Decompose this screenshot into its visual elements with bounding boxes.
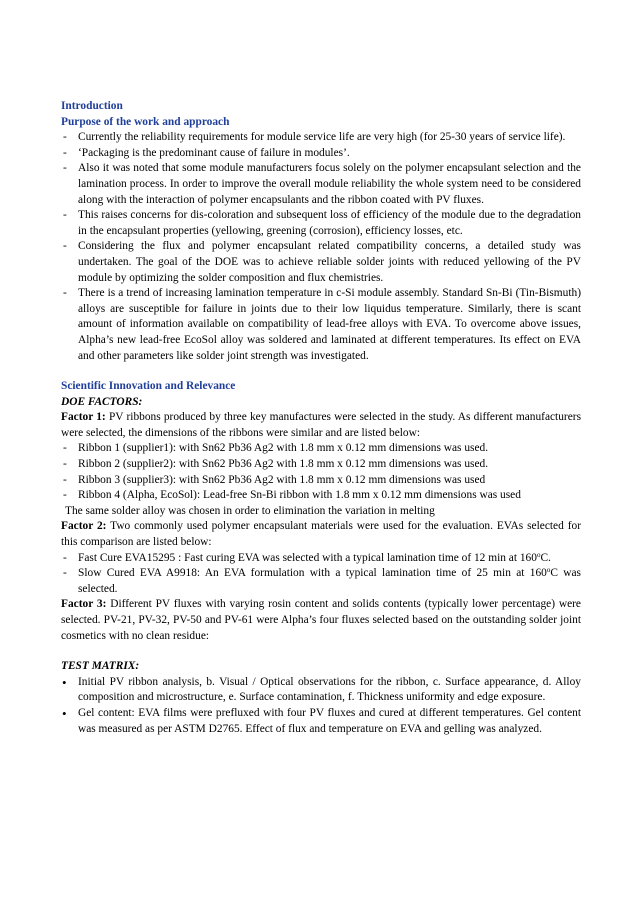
purpose-list: [61, 130, 581, 364]
list-item: • Initial PV ribbon analysis, b. Visual / Optical observations for the ribbon, c. Surface appearance, d. Alloy composition and microstructure, e. Surface contamination, f. Thickness uniformity and edge exposure.: [61, 675, 581, 706]
factor2-paragraph: [61, 519, 581, 550]
factor3-label: Factor 3:: [61, 598, 107, 611]
test-matrix-list: [61, 675, 581, 737]
list-item: • Gel content: EVA films were prefluxed with four PV fluxes and cured at different temperatures. Gel content was measured as per ASTM D2765. Effect of flux and temperature on EVA and gelling was analyzed.: [61, 706, 581, 737]
test-matrix-label: TEST MATRIX:: [61, 660, 140, 673]
eva-slow-text: Slow Cured EVA A9918: An EVA formulation with a typical lamination time of 25 min at 160: [78, 567, 547, 580]
list-item: - There is a trend of increasing lamination temperature in c-Si module assembly. Standard Sn-Bi (Tin-Bismuth) alloys are susceptible for failure in joints due to their low liquidus temperature. Similarly, there is scant amount of information available on compatibility of lead-free alloys with EVA. To overcome above issues, Alpha’s new lead-free EcoSol alloy was soldered and laminated at different temperatures. Its effect on EVA and other parameters like solder joint strength was investigated.: [61, 286, 581, 364]
list-item: - This raises concerns for dis-coloration and subsequent loss of efficiency of the module due to the degradation in the encapsulant properties (yellowing, greening (corrosion), efficiency losses, etc.: [61, 208, 581, 239]
eva-fast-unit: C.: [540, 551, 551, 564]
list-item: - ‘Packaging is the predominant cause of failure in modules’.: [61, 146, 581, 162]
list-item: - Ribbon 2 (supplier2): with Sn62 Pb36 Ag2 with 1.8 mm x 0.12 mm dimensions was used.: [61, 457, 581, 473]
list-item: - Ribbon 4 (Alpha, EcoSol): Lead-free Sn-Bi ribbon with 1.8 mm x 0.12 mm dimensions was used: [61, 488, 581, 504]
ribbon-list: [61, 441, 581, 503]
factor2-label: Factor 2:: [61, 520, 107, 533]
list-item: [61, 566, 581, 597]
list-item: [61, 551, 581, 567]
factor3-text: Different PV fluxes with varying rosin content and solids contents (typically lower percentage) were selected. PV-21, PV-32, PV-50 and PV-61 were Alpha’s four fluxes selected based on the outstanding solder joint cosmetics with no clean residue:: [61, 598, 581, 642]
doe-factors-label: DOE FACTORS:: [61, 395, 143, 408]
factor1-text: PV ribbons produced by three key manufactures were selected in the study. As different manufacturers were selected, the dimensions of the ribbons were similar and are listed below:: [61, 411, 581, 439]
degree-sign: o: [536, 550, 541, 559]
degree-sign: o: [546, 566, 551, 575]
same-alloy-note: The same solder alloy was chosen in order to elimination the variation in melting: [65, 504, 435, 517]
list-item: - Currently the reliability requirements for module service life are very high (for 25-30 years of service life).: [61, 130, 581, 146]
section-title-innovation: Scientific Innovation and Relevance: [61, 380, 236, 393]
factor3-paragraph: [61, 597, 581, 644]
factor1-label: Factor 1:: [61, 411, 106, 424]
section-title-introduction: Introduction: [61, 100, 123, 112]
eva-fast-text: Fast Cure EVA15295 : Fast curing EVA was selected with a typical lamination time of 12 min at 160: [78, 551, 537, 564]
document-page: [61, 99, 581, 737]
eva-slow-unit: C was selected.: [78, 567, 581, 595]
list-item: - Also it was noted that some module manufacturers focus solely on the polymer encapsulant selection and the lamination process. In order to improve the overall module reliability the whole system need to be considered along with the interaction of polymer encapsulants and the ribbon coated with PV fluxes.: [61, 161, 581, 208]
list-item: - Ribbon 3 (supplier3): with Sn62 Pb36 Ag2 with 1.8 mm x 0.12 mm dimensions was used: [61, 473, 581, 489]
list-item: - Ribbon 1 (supplier1): with Sn62 Pb36 Ag2 with 1.8 mm x 0.12 mm dimensions was used.: [61, 441, 581, 457]
section-subtitle-purpose: Purpose of the work and approach: [61, 115, 230, 128]
spacer: [61, 644, 581, 659]
factor2-text: Two commonly used polymer encapsulant materials were used for the evaluation. EVAs selected for this comparison are listed below:: [61, 520, 581, 549]
list-item: - Considering the flux and polymer encapsulant related compatibility concerns, a detailed study was undertaken. The goal of the DOE was to achieve reliable solder joints with reduced yellowing of the PV module by optimizing the solder composition and flux chemistries.: [61, 239, 581, 286]
eva-list: [61, 551, 581, 598]
factor1-paragraph: [61, 410, 581, 441]
spacer: [61, 364, 581, 379]
